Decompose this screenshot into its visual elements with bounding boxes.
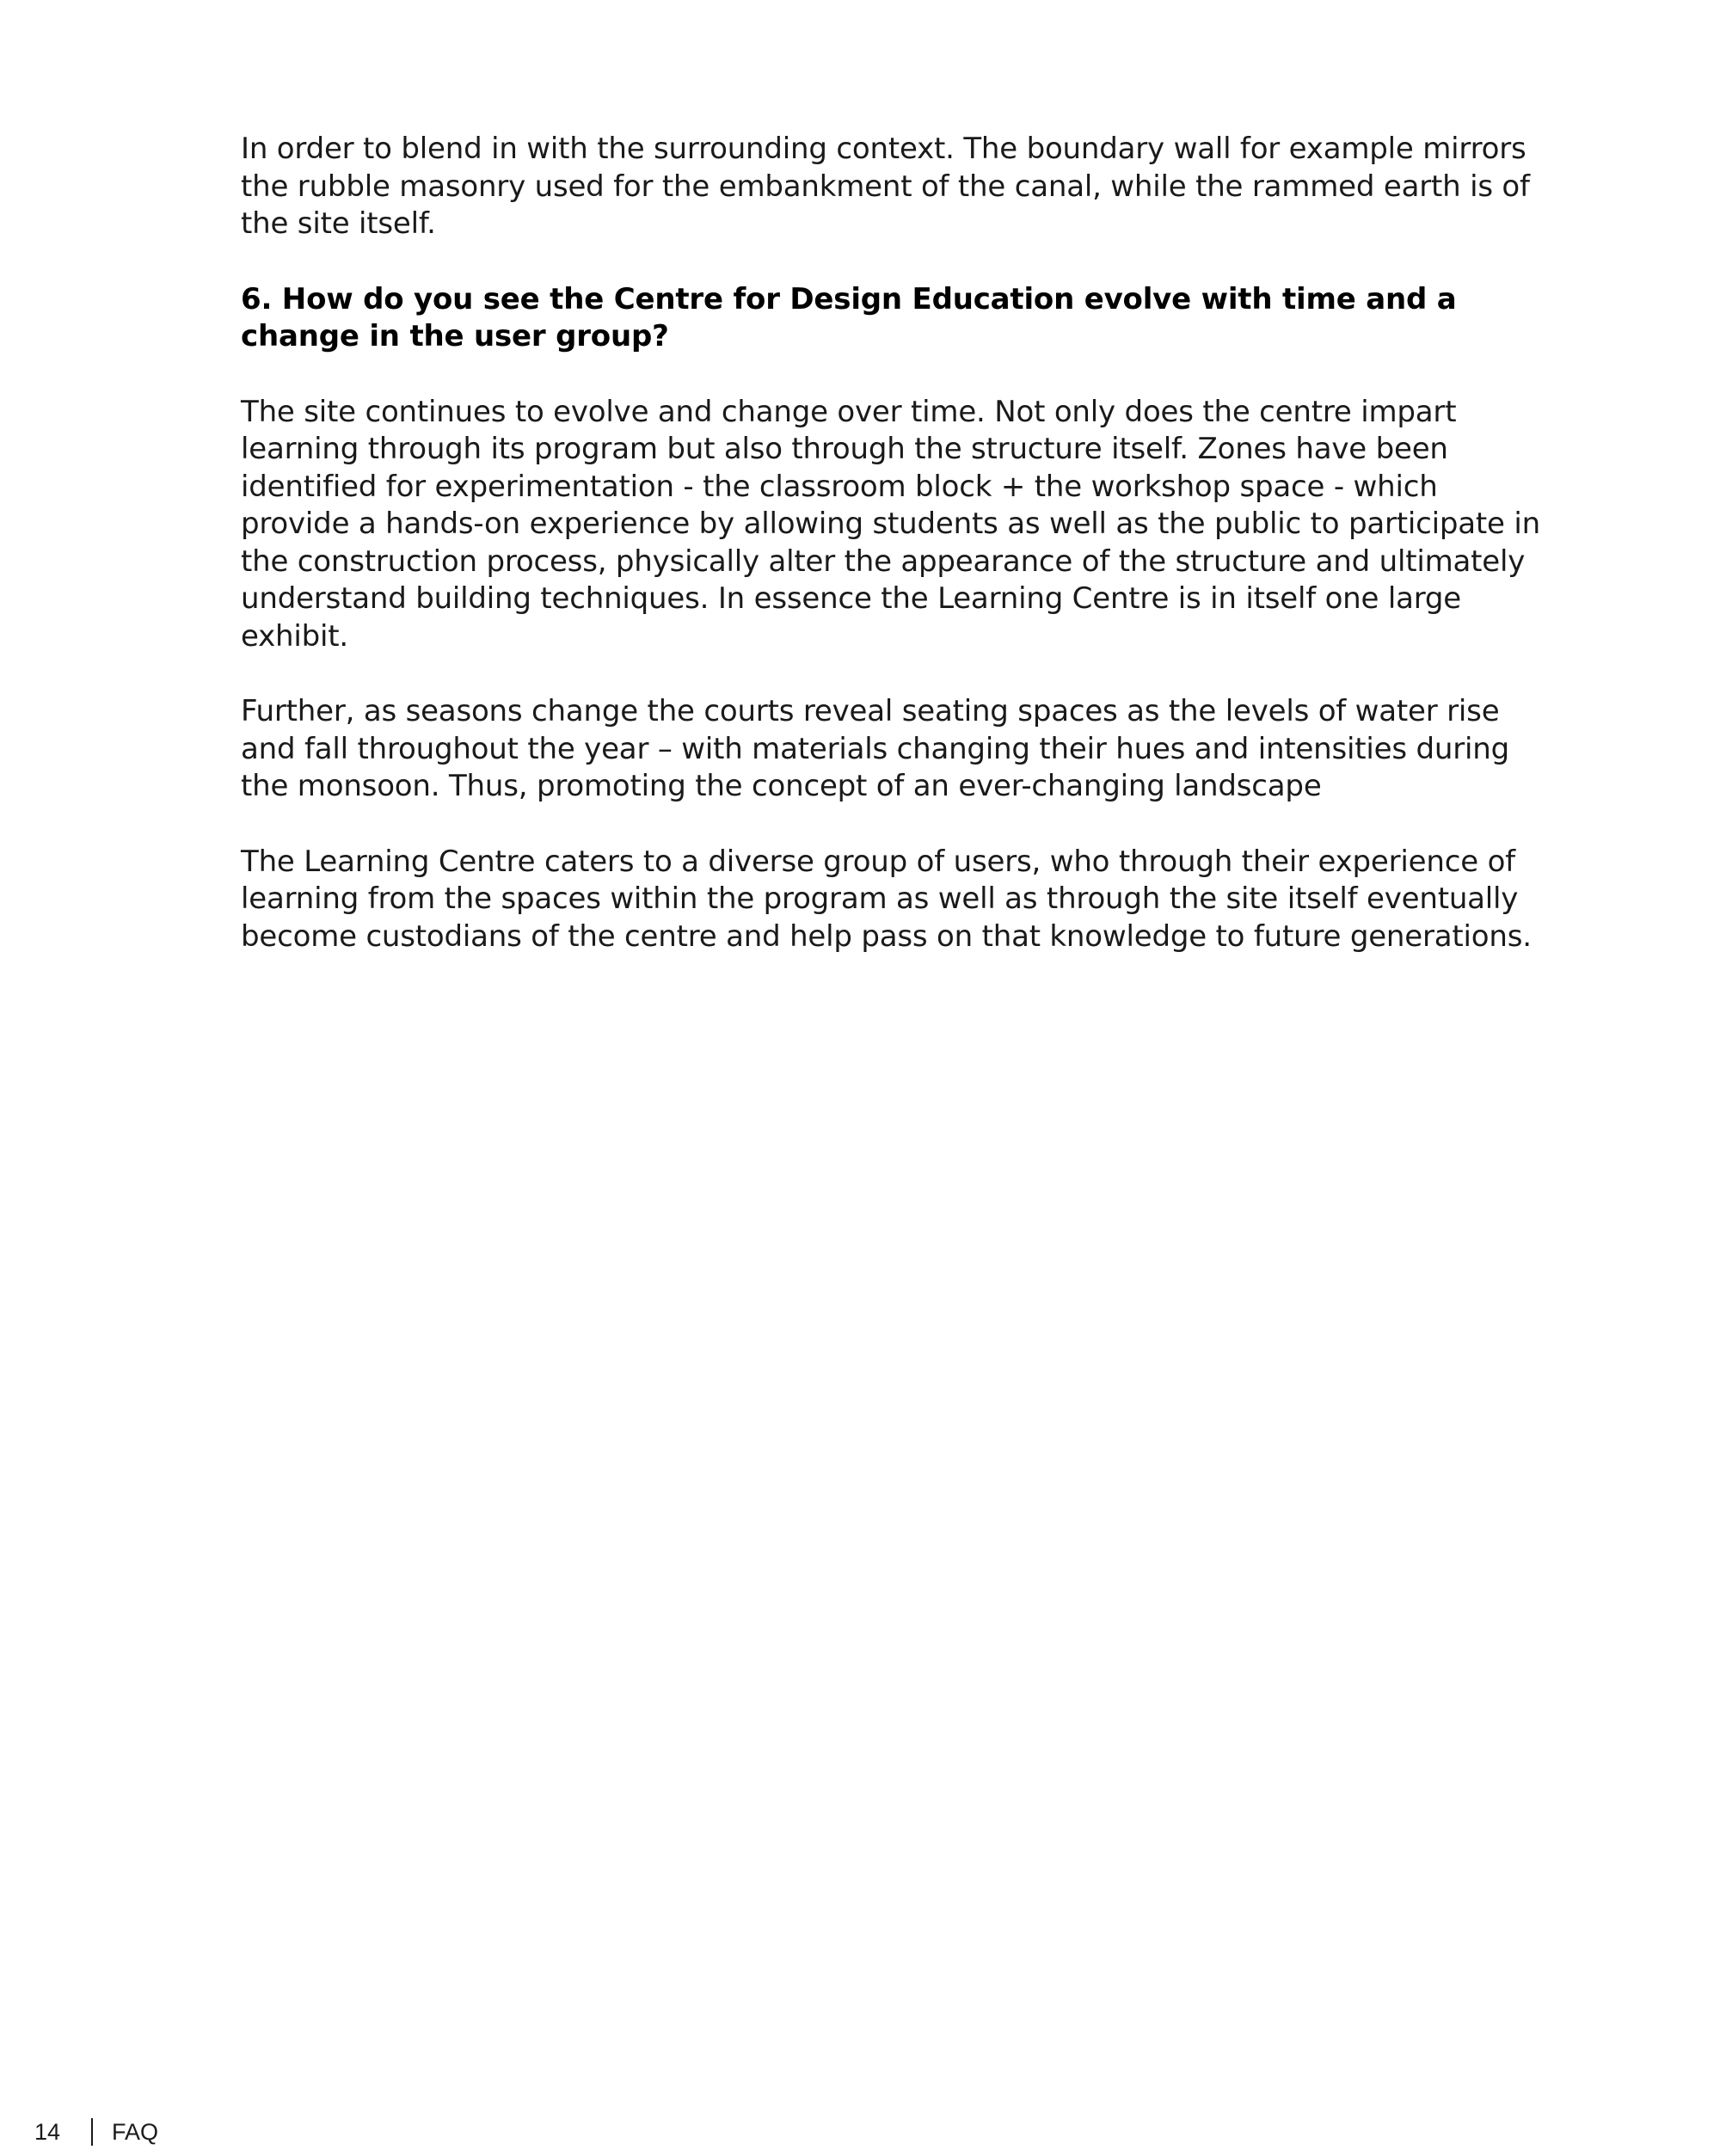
page-footer <box>34 2117 158 2147</box>
question-heading: 6. How do you see the Centre for Design Education evolve with time and a change in the user group? <box>241 281 1457 353</box>
paragraph-intro: In order to blend in with the surrounding context. The boundary wall for example mirrors the rubble masonry used for the embankment of the canal, while the rammed earth is of the site itself. <box>241 132 1530 241</box>
footer-divider <box>91 2118 93 2146</box>
section-label: FAQ <box>112 2118 159 2145</box>
paragraph-evolve: The site continues to evolve and change over time. Not only does the centre impart learning through its program but also through the structure itself. Zones have been identified for experimentation - the classroom block + the workshop space - which provide a hands-on experience by allowing students as well as the public to participate in the construction process, physically alter the appearance of the structure and ultimately understand building techniques. In essence the Learning Centre is in itself one large exhibit. <box>241 394 1540 654</box>
page-content <box>241 131 1548 993</box>
paragraph-seasons: Further, as seasons change the courts reveal seating spaces as the levels of water rise and fall throughout the year – with materials changing their hues and intensities during the monsoon. Thus, promoting the concept of an ever-changing landscape <box>241 694 1509 803</box>
paragraph-users: The Learning Centre caters to a diverse group of users, who through their experience of learning from the spaces within the program as well as through the site itself eventually become custodians of the centre and help pass on that knowledge to future generations. <box>241 844 1532 954</box>
page-number: 14 <box>34 2118 61 2145</box>
